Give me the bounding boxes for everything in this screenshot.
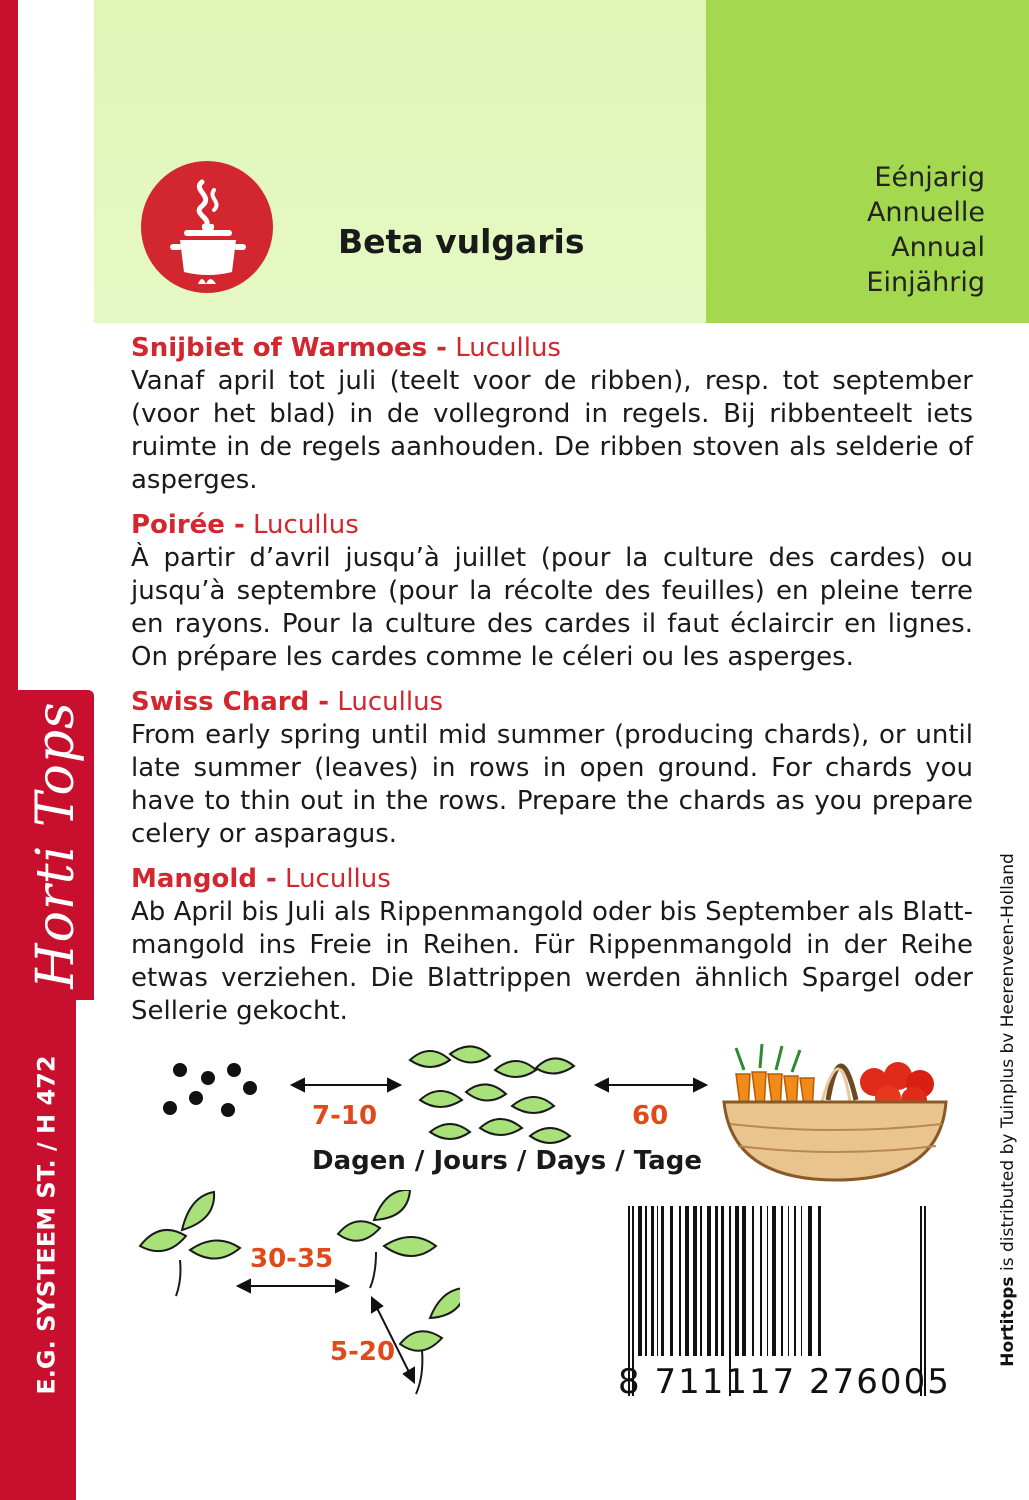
section-variety: Lucullus	[455, 333, 561, 363]
brand-name: Horti Tops	[26, 701, 86, 989]
credit-text: is distributed by Tuinplus bv Heerenveen-Holland	[998, 853, 1018, 1277]
spacing-diagram	[130, 1190, 460, 1400]
section-text: À partir d’avril jusqu’à juillet (pour la culture des cardes) ou jusqu’à septembre (pour la récolte des feuilles) en pleine terre en rayons. Pour la culture des cardes il faut éclaircir en lignes. On prépare les cardes comme le céleri ou les asperges.	[131, 543, 973, 672]
left-red-strip	[0, 0, 18, 1500]
section-heading	[131, 686, 973, 719]
section-nl	[131, 332, 973, 497]
annual-label-de: Einjährig	[866, 267, 985, 298]
annual-panel	[706, 0, 1029, 323]
plant-spacing: 5-20	[330, 1337, 396, 1367]
annual-labels	[866, 160, 985, 300]
section-heading	[131, 332, 973, 365]
plant-icon	[338, 1190, 436, 1288]
credit-brand: Hortitops	[998, 1276, 1018, 1367]
section-variety: Lucullus	[337, 687, 444, 717]
annual-label-fr: Annuelle	[866, 197, 985, 228]
cooking-pot-icon	[140, 160, 274, 294]
section-text: Ab April bis Juli als Rippenmangold oder bis September als Blatt-mangold ins Freie in Reihen. Für Rippenmangold in der Reihe etwas verziehen. Die Blattrippen werden ähnlich Spargel oder Sellerie gekocht.	[131, 897, 973, 1026]
section-title: Swiss Chard -	[131, 687, 330, 717]
annual-label-nl: Eénjarig	[874, 162, 985, 193]
germination-days: 7-10	[312, 1101, 378, 1131]
section-text: Vanaf april tot juli (teelt voor de ribben), resp. tot september (voor het blad) in de vollegrond in regels. Bij ribbenteelt iets ruimte in de regels aanhouden. De ribben stoven als selderie of asperges.	[131, 366, 973, 495]
arrow-icon	[596, 1079, 706, 1091]
brand-logo	[18, 690, 94, 1000]
barcode-digits: 8 711117 276005	[618, 1362, 951, 1402]
arrow-icon	[292, 1079, 400, 1091]
section-fr	[131, 509, 973, 674]
seeds-icon	[163, 1063, 257, 1117]
harvest-days: 60	[632, 1101, 669, 1131]
section-heading	[131, 863, 973, 896]
section-heading	[131, 509, 973, 542]
section-variety: Lucullus	[253, 510, 359, 540]
instructions	[131, 332, 973, 1040]
section-title: Snijbiet of Warmoes -	[131, 333, 447, 363]
registration-label	[18, 1000, 76, 1450]
days-label: Dagen / Jours / Days / Tage	[312, 1146, 702, 1176]
section-en	[131, 686, 973, 851]
section-text: From early spring until mid summer (producing chards), or until late summer (leaves) in rows in open ground. For chards you have to thin out in the rows. Prepare the chards as you prepare celery or asparagus.	[131, 720, 973, 849]
plant-icon	[140, 1192, 240, 1296]
section-title: Mangold -	[131, 864, 277, 894]
section-de	[131, 863, 973, 1028]
harvest-basket-icon	[724, 1044, 946, 1180]
seedlings-icon	[410, 1046, 574, 1143]
section-title: Poirée -	[131, 510, 245, 540]
species-name: Beta vulgaris	[338, 222, 585, 261]
registration-text: E.G. SYSTEEM ST. / H 472	[33, 1055, 61, 1395]
section-variety: Lucullus	[285, 864, 391, 894]
distributor-credit	[990, 820, 1026, 1400]
row-spacing: 30-35	[250, 1244, 334, 1274]
annual-label-en: Annual	[891, 232, 985, 263]
